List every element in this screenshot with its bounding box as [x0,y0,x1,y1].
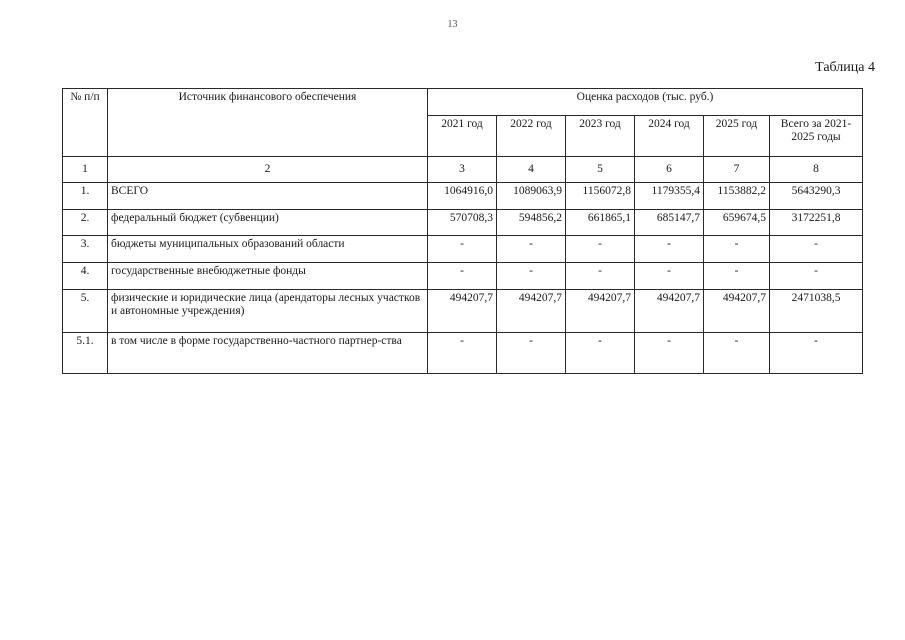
value-cell: 494207,7 [566,290,635,333]
value-cell: - [497,236,566,263]
row-source: государственные внебюджетные фонды [108,263,428,290]
value-cell: 1064916,0 [428,183,497,210]
header-year: 2025 год [704,116,770,157]
header-year: 2023 год [566,116,635,157]
value-cell: 1153882,2 [704,183,770,210]
table-row [63,333,863,374]
value-cell: - [497,333,566,374]
value-cell: - [635,236,704,263]
value-cell: 659674,5 [704,210,770,236]
total-cell: 2471038,5 [770,290,863,333]
value-cell: - [704,263,770,290]
column-index-row [63,157,863,183]
financing-table [62,88,863,374]
row-source: ВСЕГО [108,183,428,210]
column-index: 2 [108,157,428,183]
column-index: 3 [428,157,497,183]
page-number: 13 [447,19,458,30]
row-number: 2. [63,210,108,236]
total-cell: - [770,263,863,290]
table-row [63,290,863,333]
row-source: физические и юридические лица (арендаторы лесных участков и автономные учреждения) [108,290,428,333]
value-cell: 494207,7 [497,290,566,333]
value-cell: - [566,236,635,263]
header-total: Всего за 2021-2025 годы [770,116,863,157]
table-row [63,183,863,210]
header-year: 2024 год [635,116,704,157]
header-num: № п/п [63,89,108,157]
value-cell: 594856,2 [497,210,566,236]
table-row [63,236,863,263]
total-cell: 5643290,3 [770,183,863,210]
column-index: 5 [566,157,635,183]
value-cell: - [428,236,497,263]
header-expense-estimate: Оценка расходов (тыс. руб.) [428,89,863,116]
value-cell: - [566,333,635,374]
value-cell: - [635,333,704,374]
total-cell: - [770,333,863,374]
value-cell: 1089063,9 [497,183,566,210]
header-year: 2022 год [497,116,566,157]
table-row [63,210,863,236]
total-cell: - [770,236,863,263]
row-number: 4. [63,263,108,290]
value-cell: - [497,263,566,290]
value-cell: 685147,7 [635,210,704,236]
table-caption: Таблица 4 [815,60,875,75]
value-cell: 1179355,4 [635,183,704,210]
column-index: 1 [63,157,108,183]
value-cell: - [428,263,497,290]
value-cell: - [635,263,704,290]
header-source: Источник финансового обеспечения [108,89,428,157]
value-cell: 494207,7 [704,290,770,333]
value-cell: 570708,3 [428,210,497,236]
value-cell: 494207,7 [635,290,704,333]
value-cell: - [704,333,770,374]
row-source: бюджеты муниципальных образований области [108,236,428,263]
row-number: 3. [63,236,108,263]
header-row [63,89,863,116]
row-source: федеральный бюджет (субвенции) [108,210,428,236]
value-cell: - [704,236,770,263]
column-index: 8 [770,157,863,183]
value-cell: 1156072,8 [566,183,635,210]
row-source: в том числе в форме государственно-частного партнер-ства [108,333,428,374]
value-cell: 661865,1 [566,210,635,236]
total-cell: 3172251,8 [770,210,863,236]
row-number: 5.1. [63,333,108,374]
value-cell: - [566,263,635,290]
column-index: 4 [497,157,566,183]
row-number: 1. [63,183,108,210]
column-index: 6 [635,157,704,183]
table-row [63,263,863,290]
value-cell: 494207,7 [428,290,497,333]
column-index: 7 [704,157,770,183]
header-year: 2021 год [428,116,497,157]
value-cell: - [428,333,497,374]
row-number: 5. [63,290,108,333]
